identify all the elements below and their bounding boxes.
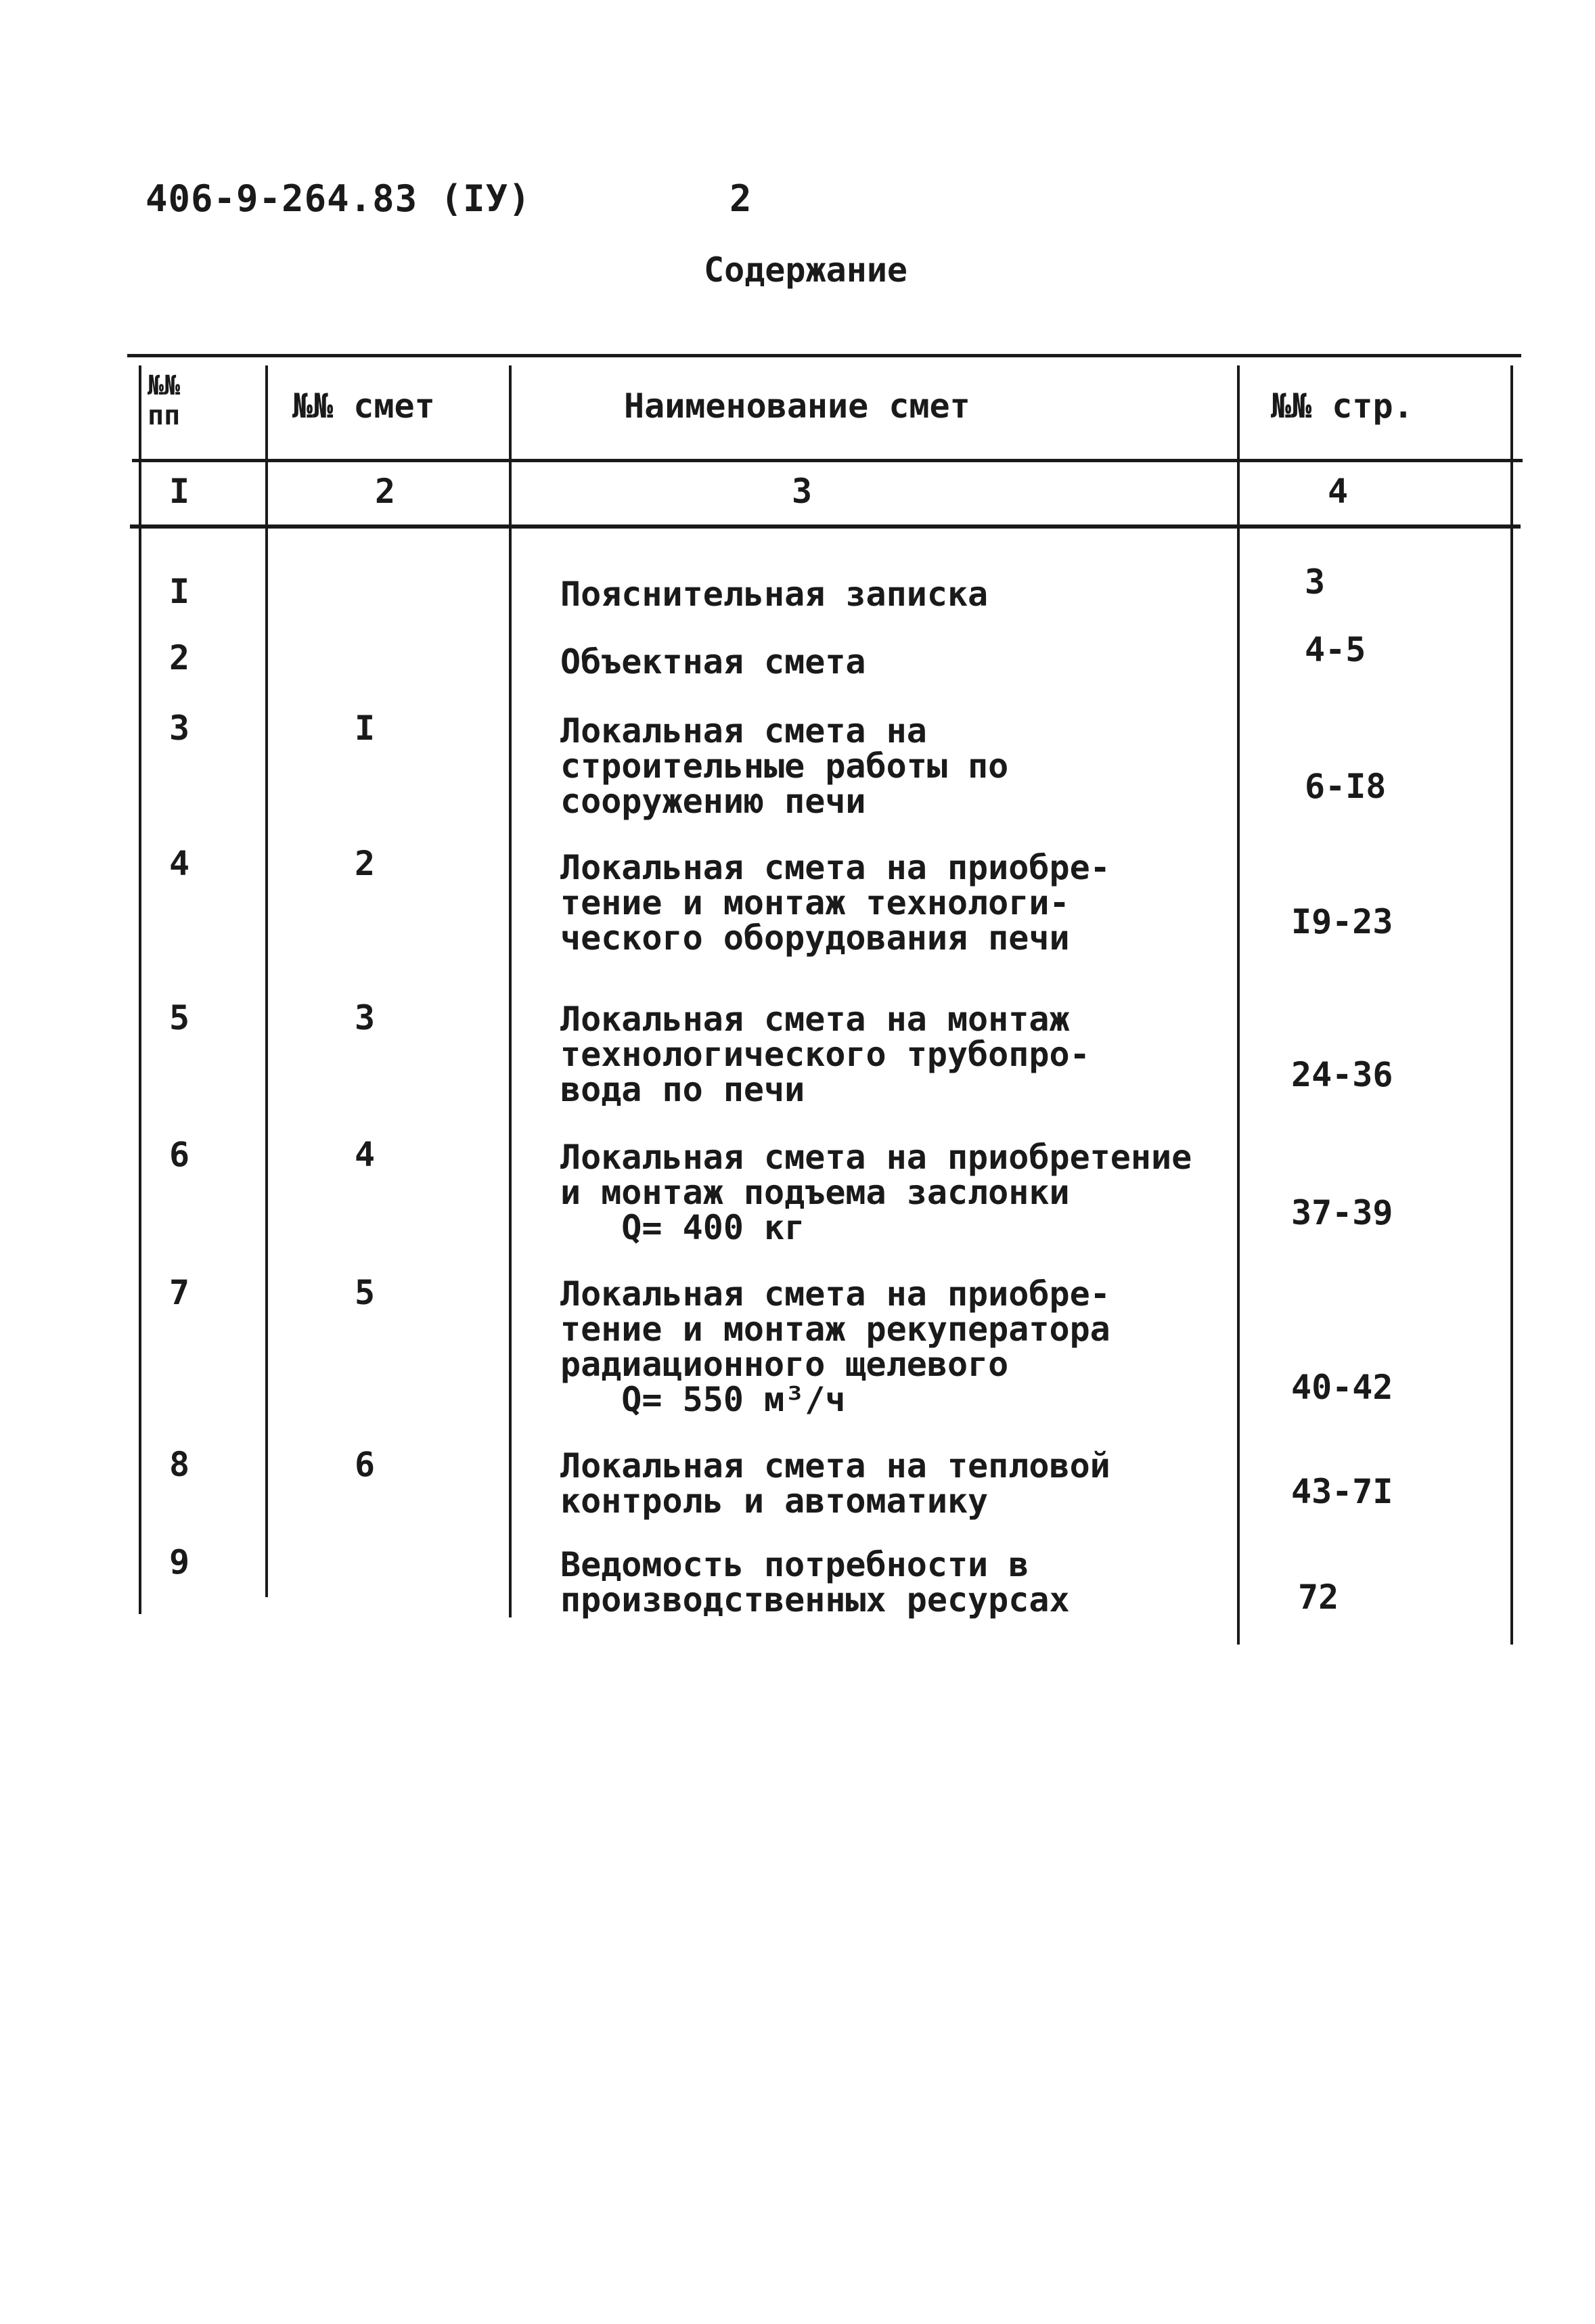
table-row-number: 4	[169, 844, 190, 883]
table-row-pages: 72	[1298, 1578, 1339, 1617]
table-row-number: 2	[169, 638, 190, 677]
table-row-pages: 4-5	[1305, 630, 1366, 669]
table-row-pages: 3	[1305, 562, 1326, 602]
header-bottom-rule	[132, 459, 1523, 462]
header-estimate-number: №№ смет	[292, 386, 435, 426]
table-row-estimate: I	[355, 709, 376, 748]
table-row-name: Локальная смета на приобре- тение и монтаж технологи- ческого оборудования печи	[560, 848, 1110, 958]
table-row-number: 3	[169, 709, 190, 748]
table-row-name: Локальная смета на строительные работы по сооружению печи	[560, 711, 1009, 821]
table-row-estimate: 4	[355, 1135, 376, 1174]
document-code: 406-9-264.83 (IУ)	[145, 177, 531, 220]
column-numbers-bottom-rule	[130, 524, 1521, 529]
table-row-name: Локальная смета на тепловой контроль и автоматику	[560, 1446, 1110, 1521]
column-number-2: 2	[375, 472, 396, 511]
table-top-rule	[127, 354, 1521, 357]
table-row-pages: 43-7I	[1291, 1472, 1393, 1511]
table-row-pages: 24-36	[1291, 1055, 1393, 1094]
table-row-number: 6	[169, 1135, 190, 1174]
column-number-4: 4	[1328, 472, 1349, 511]
table-row-name: Локальная смета на приобретение и монтаж подъема заслонки Q= 400 кг	[560, 1138, 1192, 1247]
column-number-3: 3	[792, 472, 813, 511]
table-row-number: 5	[169, 998, 190, 1037]
table-row-name: Локальная смета на приобре- тение и монтаж рекуператора радиационного щелевого Q= 550 м³/ч	[560, 1274, 1110, 1419]
col1-divider	[265, 365, 268, 1597]
table-row-number: I	[169, 572, 190, 611]
table-row-estimate: 2	[355, 844, 376, 883]
table-row-number: 7	[169, 1273, 190, 1312]
table-row-pages: I9-23	[1291, 902, 1393, 941]
right-border	[1510, 365, 1513, 1645]
table-row-name: Локальная смета на монтаж технологического трубопро- вода по печи	[560, 1000, 1090, 1109]
header-estimate-name: Наименование смет	[624, 386, 970, 426]
table-row-pages: 40-42	[1291, 1368, 1393, 1407]
col3-divider	[1237, 365, 1240, 1645]
table-row-name: Ведомость потребности в производственных ресурсах	[560, 1545, 1070, 1619]
left-border	[139, 365, 141, 1614]
col2-divider	[509, 365, 512, 1617]
table-row-estimate: 6	[355, 1445, 376, 1484]
table-row-number: 9	[169, 1542, 190, 1582]
table-row-number: 8	[169, 1445, 190, 1484]
table-row-estimate: 5	[355, 1273, 376, 1312]
header-page-numbers: №№ стр.	[1271, 386, 1414, 426]
table-row-estimate: 3	[355, 998, 376, 1037]
document-title: Содержание	[704, 250, 908, 290]
page-number: 2	[729, 177, 752, 220]
table-row-pages: 37-39	[1291, 1193, 1393, 1232]
table-row-name: Объектная смета	[560, 642, 866, 681]
header-row-number: №№ пп	[148, 370, 181, 431]
column-number-1: I	[169, 472, 190, 511]
table-row-pages: 6-I8	[1305, 767, 1387, 806]
table-row-name: Пояснительная записка	[560, 575, 989, 614]
